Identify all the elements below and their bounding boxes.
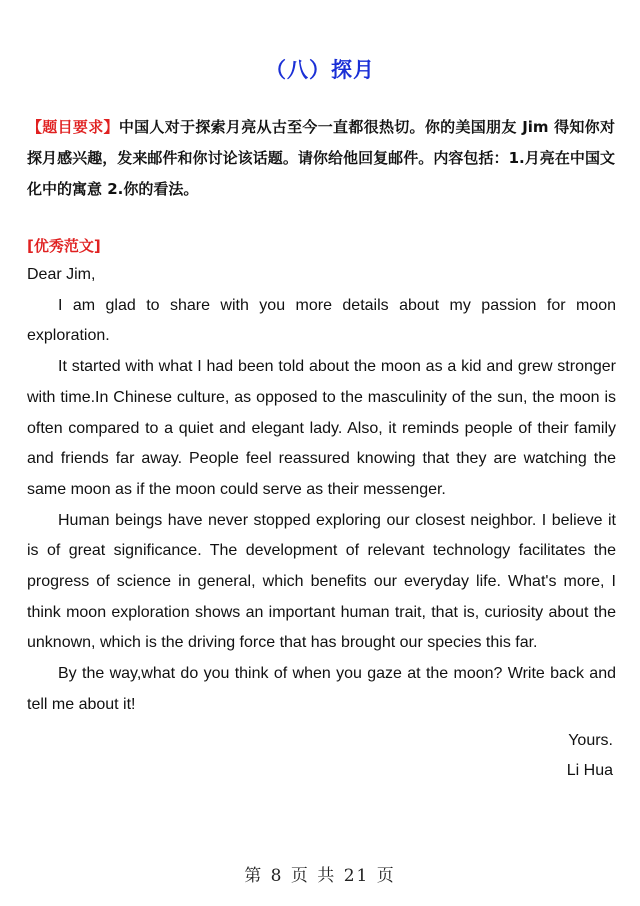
letter-paragraph-4: By the way,what do you think of when you gaze at the moon? Write back and tell me about it!	[27, 665, 616, 713]
letter-paragraph-3: Human beings have never stopped exploring our closest neighbor. I believe it is of great significance. The development of relevant technology facilitates the progress of science in general, which benefits our everyday life. What's more, I think moon exploration shows an important human trait, that is, curiosity about the unknown, which is the driving force that has brought our species this far.	[27, 511, 616, 652]
requirement-text: 中国人对于探索月亮从古至今一直都很热切。你的美国朋友 Jim 得知你对探月感兴趣，发来邮件和你讨论该话题。请你给他回复邮件。内容包括：1.月亮在中国文化中的寓意 2.你的看法。	[27, 118, 615, 198]
letter-salutation: Dear Jim,	[27, 266, 96, 283]
sample-essay-label: [优秀范文]	[27, 237, 101, 255]
page-number-footer: 第 8 页 共 21 页	[244, 866, 396, 886]
requirement-tag: 【题目要求】	[27, 118, 119, 136]
sample-letter	[27, 260, 616, 721]
letter-closing: Yours.	[568, 732, 613, 749]
letter-paragraph-2: It started with what I had been told about the moon as a kid and grew stronger with time.In Chinese culture, as opposed to the masculinity of the sun, the moon is often compared to a quiet and elegant lady. Also, it reminds people of their family and friends far away. People feel reassured knowing that they are watching the same moon as if the moon could serve as their messenger.	[27, 358, 616, 498]
task-requirement	[27, 112, 615, 205]
page-title: （八）探月	[265, 58, 375, 82]
letter-paragraph-1: I am glad to share with you more details about my passion for moon exploration.	[27, 296, 616, 345]
letter-signature: Li Hua	[566, 762, 613, 779]
letter-closing-block	[567, 726, 613, 786]
